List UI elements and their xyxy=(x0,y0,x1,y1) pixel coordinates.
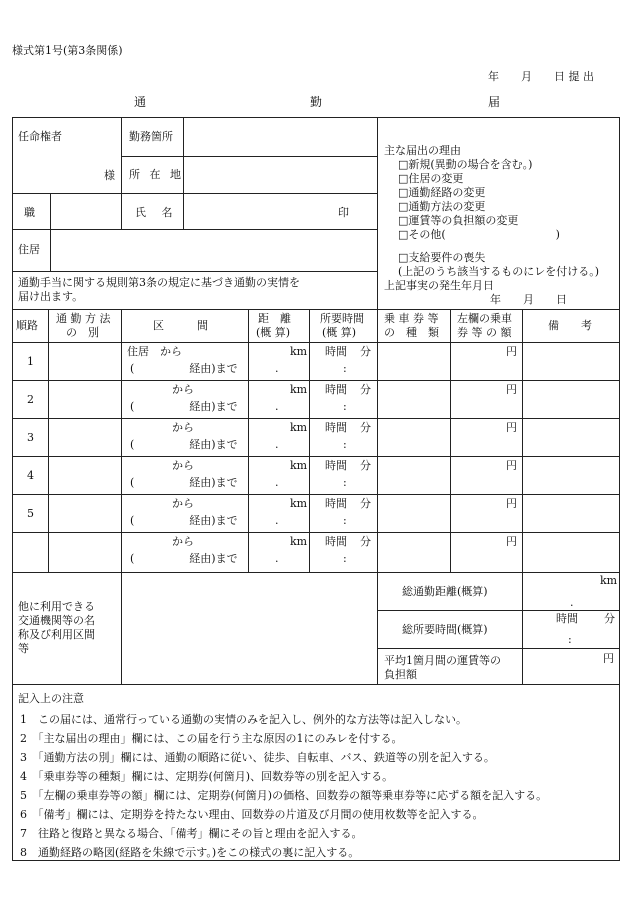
distance-dot: . xyxy=(275,552,279,565)
total-time-label: 総所要時間(概算) xyxy=(402,623,488,636)
fare-unit: 円 xyxy=(506,345,517,358)
section-via: ( 経由)まで xyxy=(130,476,238,489)
name-label: 氏 名 xyxy=(135,206,179,219)
distance-unit: km xyxy=(290,459,308,472)
section-from: から xyxy=(172,383,194,396)
method-field[interactable] xyxy=(49,419,120,455)
reason-method-checkbox[interactable]: □通勤方法の変更 xyxy=(398,200,486,213)
section-via: ( 経由)まで xyxy=(130,400,238,413)
form-number: 様式第1号(第3条関係) xyxy=(12,44,123,57)
distance-dot: . xyxy=(275,438,279,451)
reason-loss-checkbox[interactable]: □支給要件の喪失 xyxy=(398,251,486,264)
row-number: 5 xyxy=(27,507,34,520)
name-field[interactable] xyxy=(184,194,334,228)
time-colon: : xyxy=(343,438,347,451)
seal-label: 印 xyxy=(338,206,349,219)
method-field[interactable] xyxy=(49,381,120,417)
other-label-2: 交通機関等の名 xyxy=(18,614,95,627)
row-number: 4 xyxy=(27,469,34,482)
time-minute: 分 xyxy=(360,497,371,510)
note-item: 1 この届には、通常行っている通勤の実情のみを記入し、例外的な方法等は記入しない。 xyxy=(20,713,467,726)
ticket-field[interactable] xyxy=(378,381,449,417)
statement-line-1: 通勤手当に関する規則第3条の規定に基づき通勤の実情を xyxy=(18,276,300,289)
section-via: ( 経由)まで xyxy=(130,362,238,375)
time-hour: 時間 xyxy=(325,535,347,548)
note-item: 7 往路と復路と異なる場合、「備考」欄にその旨と理由を記入する。 xyxy=(20,827,363,840)
reasons-heading: 主な届出の理由 xyxy=(384,144,461,157)
header-ticket-2: の 種 類 xyxy=(384,326,439,339)
note-item: 2 「主な届出の理由」欄には、この届を行う主な原因の1にのみレを付する。 xyxy=(20,732,403,745)
note-item: 8 通勤経路の略図(経路を朱線で示す。)をこの様式の裏に記入する。 xyxy=(20,846,360,859)
address-label: 所 在 地 xyxy=(129,168,184,181)
header-method-2: の 別 xyxy=(66,326,99,339)
time-minute: 分 xyxy=(360,383,371,396)
fare-unit: 円 xyxy=(506,535,517,548)
method-field[interactable] xyxy=(49,343,120,379)
distance-unit: km xyxy=(290,345,308,358)
header-method-1: 通 勤 方 法 xyxy=(56,312,111,325)
header-fare-2: 券 等 の 額 xyxy=(457,326,512,339)
section-via: ( 経由)まで xyxy=(130,514,238,527)
remarks-field[interactable] xyxy=(523,457,619,493)
workplace-field[interactable] xyxy=(184,118,376,155)
sama-label: 様 xyxy=(104,169,115,182)
header-distance-2: (概 算) xyxy=(256,326,291,339)
remarks-field[interactable] xyxy=(523,381,619,417)
avg-fare-label-1: 平均1箇月間の運賃等の xyxy=(384,654,501,667)
ticket-field[interactable] xyxy=(378,419,449,455)
note-item: 6 「備考」欄には、定期券を持たない理由、回数券の片道及び月間の使用枚数等を記入する。 xyxy=(20,808,484,821)
header-time-1: 所要時間 xyxy=(320,312,364,325)
remarks-field[interactable] xyxy=(523,495,619,531)
total-time-colon: : xyxy=(568,633,572,646)
method-field[interactable] xyxy=(49,457,120,493)
note-item: 5 「左欄の乗車券等の額」欄には、定期券(何箇月)の価格、回数券の額等乗車券等に応ずる額を記入する。 xyxy=(20,789,548,802)
ticket-field[interactable] xyxy=(378,457,449,493)
occurrence-label: 上記事実の発生年月日 xyxy=(384,279,494,292)
ticket-field[interactable] xyxy=(378,495,449,531)
total-distance-dot: . xyxy=(570,596,574,609)
note-item: 3 「通勤方法の別」欄には、通勤の順路に従い、徒歩、自転車、バス、鉄道等の別を記入する。 xyxy=(20,751,495,764)
distance-dot: . xyxy=(275,514,279,527)
reason-residence-checkbox[interactable]: □住居の変更 xyxy=(398,172,464,185)
distance-unit: km xyxy=(290,497,308,510)
method-field[interactable] xyxy=(49,533,120,569)
row-number: 1 xyxy=(27,355,34,368)
ticket-field[interactable] xyxy=(378,533,449,569)
time-hour: 時間 xyxy=(325,459,347,472)
address-field[interactable] xyxy=(184,157,376,192)
workplace-label: 勤務箇所 xyxy=(129,130,173,143)
post-field[interactable] xyxy=(51,194,120,228)
appointer-label: 任命権者 xyxy=(18,130,62,143)
distance-unit: km xyxy=(290,383,308,396)
reason-new-checkbox[interactable]: □新規(異動の場合を含む。) xyxy=(398,158,533,171)
section-from: から xyxy=(172,421,194,434)
header-ticket-1: 乗 車 券 等 xyxy=(384,312,439,325)
distance-dot: . xyxy=(275,476,279,489)
time-colon: : xyxy=(343,514,347,527)
reason-other-checkbox[interactable]: □その他( ) xyxy=(398,228,560,241)
time-colon: : xyxy=(343,552,347,565)
post-label: 職 xyxy=(24,206,35,219)
section-via: ( 経由)まで xyxy=(130,552,238,565)
column-divider xyxy=(450,309,451,572)
distance-dot: . xyxy=(275,400,279,413)
header-section: 区 間 xyxy=(153,319,208,332)
section-via: ( 経由)まで xyxy=(130,438,238,451)
avg-fare-unit: 円 xyxy=(603,652,614,665)
fare-unit: 円 xyxy=(506,459,517,472)
column-divider xyxy=(121,309,122,572)
notes-heading: 記入上の注意 xyxy=(18,692,84,705)
distance-dot: . xyxy=(275,362,279,375)
header-distance-1: 距 離 xyxy=(258,312,291,325)
title-char-1: 通 xyxy=(134,95,147,109)
time-hour: 時間 xyxy=(325,497,347,510)
section-from: から xyxy=(172,497,194,510)
residence-label: 住居 xyxy=(18,243,40,256)
header-order: 順路 xyxy=(16,319,38,332)
fare-unit: 円 xyxy=(506,383,517,396)
total-distance-label: 総通勤距離(概算) xyxy=(402,585,488,598)
row-number: 3 xyxy=(27,431,34,444)
submission-date: 年 月 日 提 出 xyxy=(488,70,594,83)
reason-fare-checkbox[interactable]: □運賃等の負担額の変更 xyxy=(398,214,519,227)
section-from: から xyxy=(172,459,194,472)
other-label-4: 等 xyxy=(18,642,29,655)
header-remarks: 備 考 xyxy=(548,319,592,332)
title-char-3: 届 xyxy=(488,95,501,109)
distance-unit: km xyxy=(290,535,308,548)
occurrence-date: 年 月 日 xyxy=(490,293,567,306)
time-colon: : xyxy=(343,476,347,489)
section-from: から xyxy=(172,535,194,548)
other-transport-field[interactable] xyxy=(122,573,376,683)
time-minute: 分 xyxy=(360,459,371,472)
row-number: 2 xyxy=(27,393,34,406)
remarks-field[interactable] xyxy=(523,343,619,379)
section-from: 住居 から xyxy=(127,345,182,358)
remarks-field[interactable] xyxy=(523,419,619,455)
time-colon: : xyxy=(343,400,347,413)
title-char-2: 勤 xyxy=(310,95,323,109)
column-divider xyxy=(248,309,249,572)
residence-field[interactable] xyxy=(51,230,376,270)
time-minute: 分 xyxy=(360,345,371,358)
total-time-hour: 時間 xyxy=(556,612,578,625)
header-time-2: (概 算) xyxy=(322,326,357,339)
avg-fare-label-2: 負担額 xyxy=(384,668,417,681)
statement-line-2: 届け出ます。 xyxy=(18,290,84,303)
fare-unit: 円 xyxy=(506,421,517,434)
fare-unit: 円 xyxy=(506,497,517,510)
time-hour: 時間 xyxy=(325,345,347,358)
other-label-3: 称及び利用区間 xyxy=(18,628,95,641)
method-field[interactable] xyxy=(49,495,120,531)
column-divider xyxy=(309,309,310,572)
other-label-1: 他に利用できる xyxy=(18,600,95,613)
distance-unit: km xyxy=(290,421,308,434)
time-colon: : xyxy=(343,362,347,375)
total-time-minute: 分 xyxy=(604,612,615,625)
time-minute: 分 xyxy=(360,535,371,548)
header-fare-1: 左欄の乗車 xyxy=(457,312,512,325)
time-minute: 分 xyxy=(360,421,371,434)
reason-note: (上記のうち該当するものにレを付ける。) xyxy=(398,265,600,278)
note-item: 4 「乗車券等の種類」欄には、定期券(何箇月)、回数券等の別を記入する。 xyxy=(20,770,394,783)
time-hour: 時間 xyxy=(325,383,347,396)
reason-route-checkbox[interactable]: □通勤経路の変更 xyxy=(398,186,486,199)
remarks-field[interactable] xyxy=(523,533,619,569)
ticket-field[interactable] xyxy=(378,343,449,379)
total-distance-unit: km xyxy=(600,574,618,587)
time-hour: 時間 xyxy=(325,421,347,434)
